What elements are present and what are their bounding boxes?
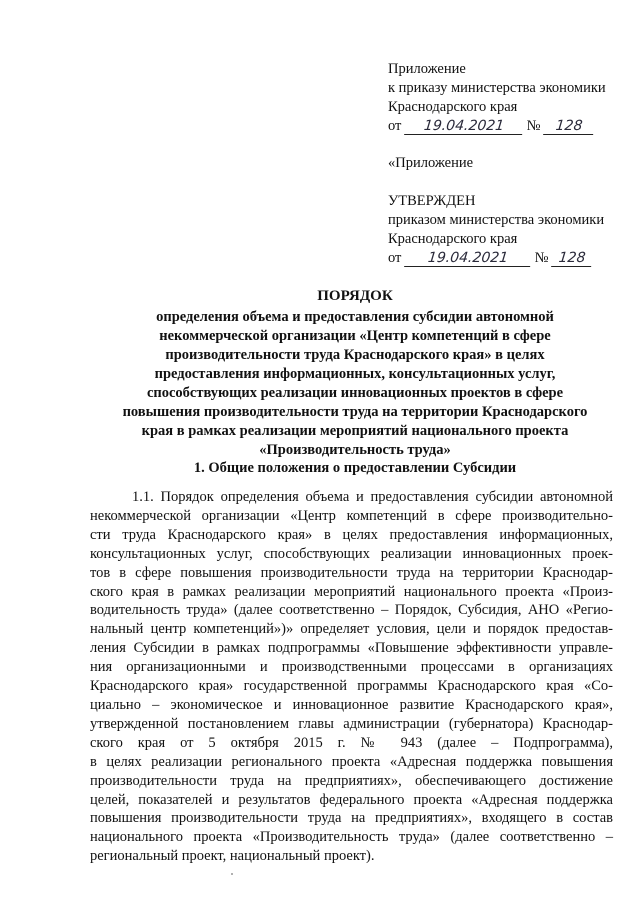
document-title — [90, 287, 620, 460]
section-heading: 1. Общие положения о предоставлении Субсидии — [193, 460, 517, 476]
paragraph-line: сти труда Краснодарского края» в целях предоставления информационных, — [90, 526, 613, 543]
approval-order-ref: приказом министерства экономики — [388, 212, 605, 228]
paragraph-line: ского края от 5 октября 2015 г. № 943 (далее – Подпрограмма), — [90, 734, 613, 751]
paragraph-line: повышения производительности труда на предприятиях», входящего в состав — [90, 810, 613, 827]
title-line: края в рамках реализации мероприятий национального проекта — [141, 423, 569, 439]
title-main: ПОРЯДОК — [317, 288, 393, 304]
handwritten-date: 19.04.2021 — [404, 118, 524, 135]
paragraph-line: в целях реализации регионального проекта «Адресная поддержка повышения — [90, 753, 613, 770]
title-line: некоммерческой организации «Центр компетенций в сфере — [159, 328, 551, 344]
title-line: определения объема и предоставления субсидии автономной — [156, 309, 554, 325]
handwritten-number: 128 — [543, 118, 595, 135]
approval-date-line — [388, 249, 638, 268]
approval-region: Краснодарского края — [388, 231, 518, 247]
paragraph-line: водительность труда» (далее соответственно – Порядок, Субсидия, АНО «Регио- — [90, 602, 613, 619]
appendix-order-ref: к приказу министерства экономики — [388, 80, 606, 96]
paragraph-line: производительности труда на предприятиях», обеспечивающего достижение — [90, 772, 613, 789]
title-line: повышения производительности труда на территории Краснодарского — [122, 404, 588, 420]
paragraph-line: нальный центр компетенций»)» определяет условия, цели и порядок предостав- — [90, 621, 613, 638]
approval-approved: УТВЕРЖДЕН — [388, 193, 476, 209]
date-prefix: от — [388, 250, 402, 266]
paragraph-line: некоммерческой организации «Центр компетенций в сфере производительно- — [90, 507, 613, 524]
paragraph-line: ления Субсидии в рамках подпрограммы «Повышение эффективности управле- — [90, 640, 613, 657]
number-prefix: № — [526, 118, 541, 134]
title-line: способствующих реализации инновационных проектов в сфере — [146, 385, 564, 401]
paragraph-line: консультационных услуг, способствующих реализации инновационных проек- — [90, 545, 613, 562]
paragraph-line: региональный проект, национальный проект). — [90, 848, 375, 865]
number-prefix: № — [534, 250, 549, 266]
appendix-label: Приложение — [388, 61, 466, 77]
date-prefix: от — [388, 118, 402, 134]
appendix-date-line — [388, 117, 638, 136]
title-line: «Производительность труда» — [259, 442, 451, 458]
paragraph-line: Краснодарского края» государственной программы Краснодарского края «Со- — [90, 678, 613, 695]
paragraph-line: циально – экономическое и инновационное развитие Краснодарского края», — [90, 696, 613, 713]
approval-quote-label: «Приложение — [388, 155, 474, 171]
appendix-header — [388, 60, 638, 268]
handwritten-date: 19.04.2021 — [404, 250, 532, 267]
handwritten-number: 128 — [551, 250, 593, 267]
appendix-region: Краснодарского края — [388, 99, 518, 115]
paragraph-line: национального проекта «Производительность труда» (далее соответственно – — [90, 829, 613, 846]
paragraph-line: тов в сфере повышения производительности труда на территории Краснодар- — [90, 564, 613, 581]
title-line: производительности труда Краснодарского края» в целях — [165, 347, 545, 363]
paragraph-line: ния организационными и производственными процессами в организациях — [90, 659, 613, 676]
section-paragraph — [90, 488, 613, 866]
paragraph-line: 1.1. Порядок определения объема и предоставления субсидии автономной — [132, 489, 613, 505]
page-mark — [231, 873, 233, 875]
paragraph-line: утвержденной постановлением главы администрации (губернатора) Краснодар- — [90, 715, 613, 732]
paragraph-line: целей, показателей и результатов федерального проекта «Адресная поддержка — [90, 791, 613, 808]
title-line: предоставления информационных, консультационных услуг, — [154, 366, 556, 382]
paragraph-line: ского края в рамках реализации мероприятий национального проекта «Произ- — [90, 583, 613, 600]
